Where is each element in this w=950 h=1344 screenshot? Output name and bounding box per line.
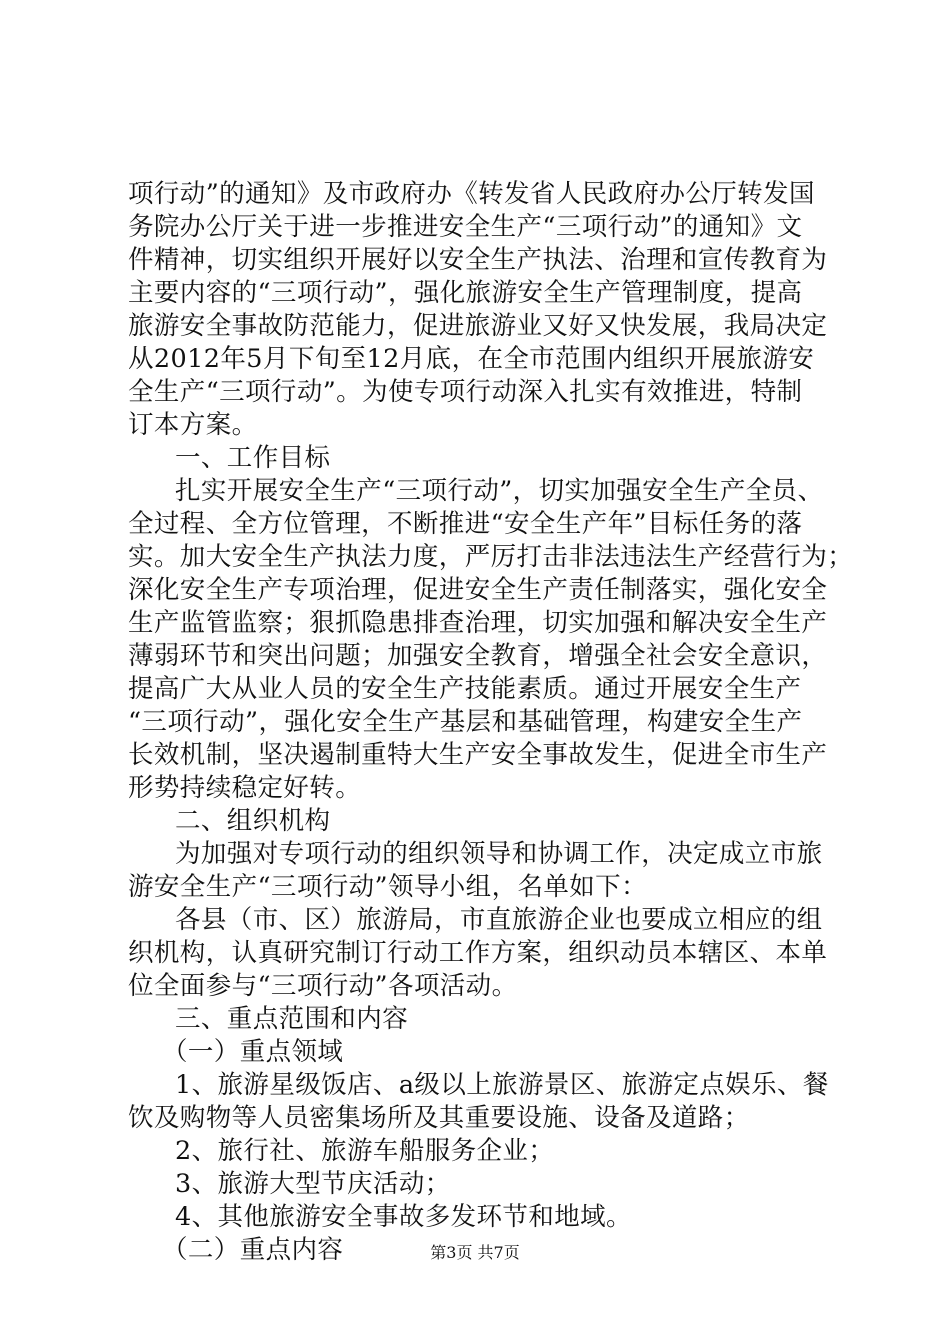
text-line: 从2012年5月下旬至12月底，在全市范围内组织开展旅游安: [128, 344, 815, 374]
text-line: 长效机制，坚决遏制重特大生产安全事故发生，促进全市生产: [128, 740, 828, 770]
text-line: 生产监管监察；狠抓隐患排查治理，切实加强和解决安全生产: [128, 608, 828, 638]
text-line: 形势持续稳定好转。: [128, 773, 362, 803]
text-line: 扎实开展安全生产“三项行动”，切实加强安全生产全员、: [175, 476, 824, 506]
text-line: 二、组织机构: [175, 806, 331, 836]
text-line: 项行动”的通知》及市政府办《转发省人民政府办公厅转发国: [128, 179, 815, 209]
text-line: （二）重点内容: [162, 1235, 344, 1265]
text-line: 饮及购物等人员密集场所及其重要设施、设备及道路；: [128, 1103, 750, 1133]
text-line: 游安全生产“三项行动”领导小组，名单如下：: [128, 872, 647, 902]
text-line: 全生产“三项行动”。为使专项行动深入扎实有效推进，特制: [128, 377, 803, 407]
text-line: “三项行动”，强化安全生产基层和基础管理，构建安全生产: [128, 707, 803, 737]
text-line: 主要内容的“三项行动”，强化旅游安全生产管理制度，提高: [128, 278, 803, 308]
text-line: 各县（市、区）旅游局，市直旅游企业也要成立相应的组: [175, 905, 823, 935]
text-line: 实。加大安全生产执法力度，严厉打击非法违法生产经营行为；: [128, 542, 854, 572]
text-line: （一）重点领域: [162, 1037, 344, 1067]
text-line: 一、工作目标: [175, 443, 331, 473]
text-line: 三、重点范围和内容: [175, 1004, 409, 1034]
text-line: 为加强对专项行动的组织领导和协调工作，决定成立市旅: [175, 839, 823, 869]
text-line: 位全面参与“三项行动”各项活动。: [128, 971, 518, 1001]
text-line: 件精神，切实组织开展好以安全生产执法、治理和宣传教育为: [128, 245, 828, 275]
document-body: [128, 178, 854, 1267]
text-line: 旅游安全事故防范能力，促进旅游业又好又快发展，我局决定: [128, 311, 828, 341]
text-line: 2、旅行社、旅游车船服务企业；: [175, 1136, 555, 1166]
text-line: 深化安全生产专项治理，促进安全生产责任制落实，强化安全: [128, 575, 828, 605]
text-line: 务院办公厅关于进一步推进安全生产“三项行动”的通知》文: [128, 212, 803, 242]
text-line: 提高广大从业人员的安全生产技能素质。通过开展安全生产: [128, 674, 802, 704]
text-line: 1、旅游星级饭店、a级以上旅游景区、旅游定点娱乐、餐: [175, 1070, 829, 1100]
page-footer: 第3页 共7页: [430, 1243, 520, 1262]
text-line: 织机构，认真研究制订行动工作方案，组织动员本辖区、本单: [128, 938, 828, 968]
text-line: 订本方案。: [128, 410, 258, 440]
text-line: 3、旅游大型节庆活动；: [175, 1169, 451, 1199]
text-line: 全过程、全方位管理，不断推进“安全生产年”目标任务的落: [128, 509, 803, 539]
text-line: 薄弱环节和突出问题；加强安全教育，增强全社会安全意识，: [128, 641, 828, 671]
text-line: 4、其他旅游安全事故多发环节和地域。: [175, 1202, 632, 1232]
